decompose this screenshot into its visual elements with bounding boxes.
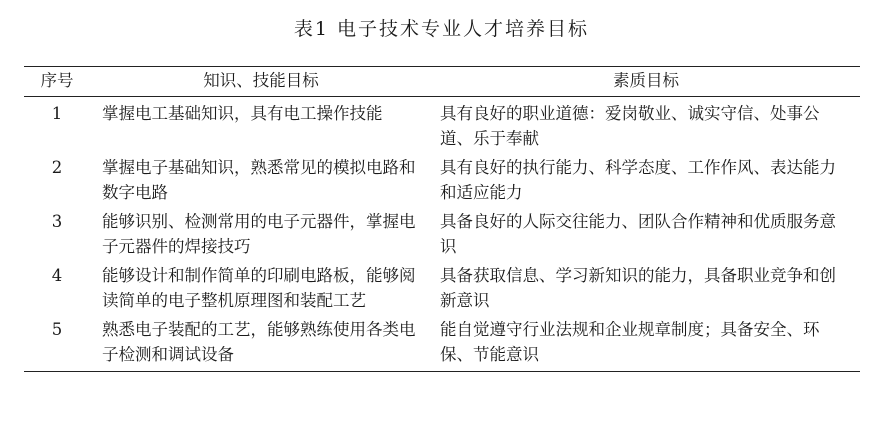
row-index: 3 — [51, 212, 63, 231]
table-row — [24, 155, 860, 209]
row-quality: 能自觉遵守行业法规和企业规章制度；具备安全、环保、节能意识 — [440, 320, 820, 364]
training-goals-table — [24, 66, 860, 372]
table-row — [24, 209, 860, 263]
row-skills: 能够设计和制作简单的印刷电路板，能够阅读简单的电子整机原理图和装配工艺 — [102, 266, 416, 310]
header-skills: 知识、技能目标 — [203, 71, 319, 90]
row-index: 4 — [51, 266, 63, 285]
header-quality: 素质目标 — [613, 71, 679, 90]
row-quality: 具备获取信息、学习新知识的能力，具备职业竞争和创新意识 — [440, 266, 836, 310]
table-row — [24, 317, 860, 372]
table-row — [24, 97, 860, 156]
header-index: 序号 — [40, 71, 74, 90]
row-quality: 具有良好的执行能力、科学态度、工作作风、表达能力和适应能力 — [440, 158, 836, 202]
row-skills: 掌握电工基础知识，具有电工操作技能 — [102, 104, 383, 123]
row-skills: 熟悉电子装配的工艺，能够熟练使用各类电子检测和调试设备 — [102, 320, 416, 364]
row-quality: 具有良好的职业道德：爱岗敬业、诚实守信、处事公道、乐于奉献 — [440, 104, 820, 148]
table-header-row — [24, 67, 860, 97]
table-row — [24, 263, 860, 317]
row-skills: 能够识别、检测常用的电子元器件，掌握电子元器件的焊接技巧 — [102, 212, 416, 256]
table-caption: 表1 电子技术专业人才培养目标 — [293, 18, 590, 40]
row-skills: 掌握电子基础知识，熟悉常见的模拟电路和数字电路 — [102, 158, 416, 202]
row-quality: 具备良好的人际交往能力、团队合作精神和优质服务意识 — [440, 212, 836, 256]
row-index: 1 — [51, 104, 63, 123]
row-index: 5 — [51, 320, 63, 339]
row-index: 2 — [51, 158, 63, 177]
